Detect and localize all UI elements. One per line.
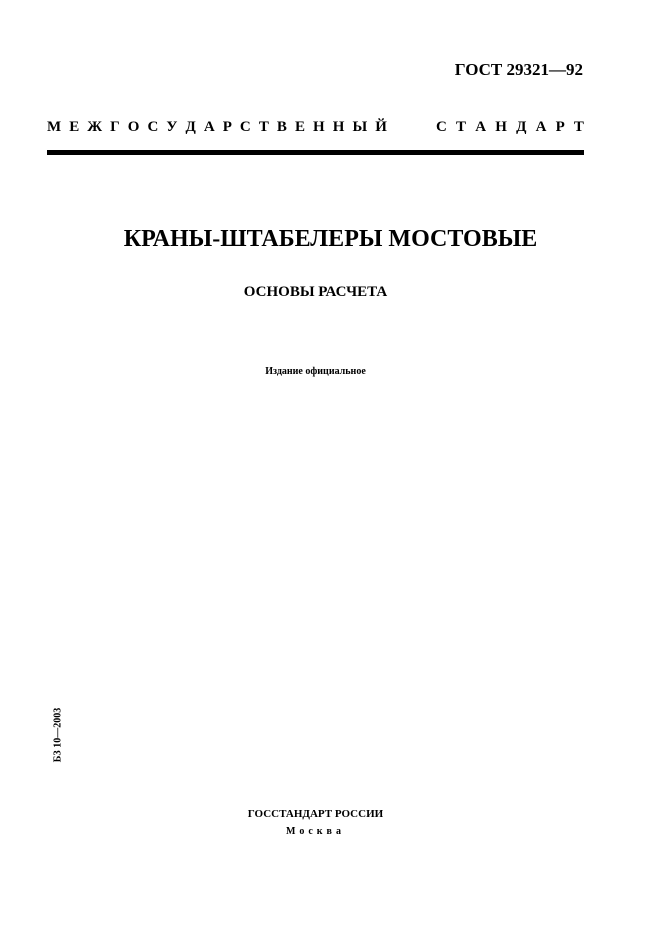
side-code: БЗ 10—2003	[52, 707, 64, 763]
document-subtitle: ОСНОВЫ РАСЧЕТА	[243, 284, 388, 300]
letter: Р	[222, 119, 232, 135]
letter: Н	[495, 119, 507, 135]
standard-number: ГОСТ 29321—92	[454, 60, 583, 79]
letter: Н	[332, 119, 345, 135]
letter: С	[239, 119, 251, 135]
letter: Т	[456, 119, 467, 135]
publisher-city: Москва	[286, 826, 345, 837]
publisher: ГОССТАНДАРТ РОССИИ	[247, 808, 384, 820]
standard-word	[436, 119, 584, 136]
letter: А	[475, 119, 487, 135]
letter: С	[436, 119, 447, 135]
letter: Н	[313, 119, 325, 135]
edition-note: Издание официальное	[265, 366, 366, 377]
letter: У	[166, 119, 178, 135]
letter: А	[535, 119, 547, 135]
letter: Ж	[87, 119, 103, 135]
letter: Д	[185, 119, 196, 135]
letter: С	[147, 119, 159, 135]
interstate-word	[47, 119, 387, 136]
letter: Е	[69, 119, 80, 135]
letter: Ы	[352, 119, 368, 135]
letter: Р	[555, 119, 565, 135]
letter: Г	[110, 119, 120, 135]
document-title: КРАНЫ-ШТАБЕЛЕРЫ МОСТОВЫЕ	[123, 226, 538, 252]
letter: Т	[573, 119, 584, 135]
letter: В	[276, 119, 287, 135]
letter: А	[203, 119, 215, 135]
letter: Т	[258, 119, 269, 135]
letter: Е	[294, 119, 305, 135]
header-divider	[47, 150, 584, 155]
letter: М	[47, 119, 62, 135]
interstate-standard-label	[47, 119, 584, 136]
letter: Й	[375, 119, 387, 135]
letter: О	[127, 119, 140, 135]
letter: Д	[516, 119, 527, 135]
